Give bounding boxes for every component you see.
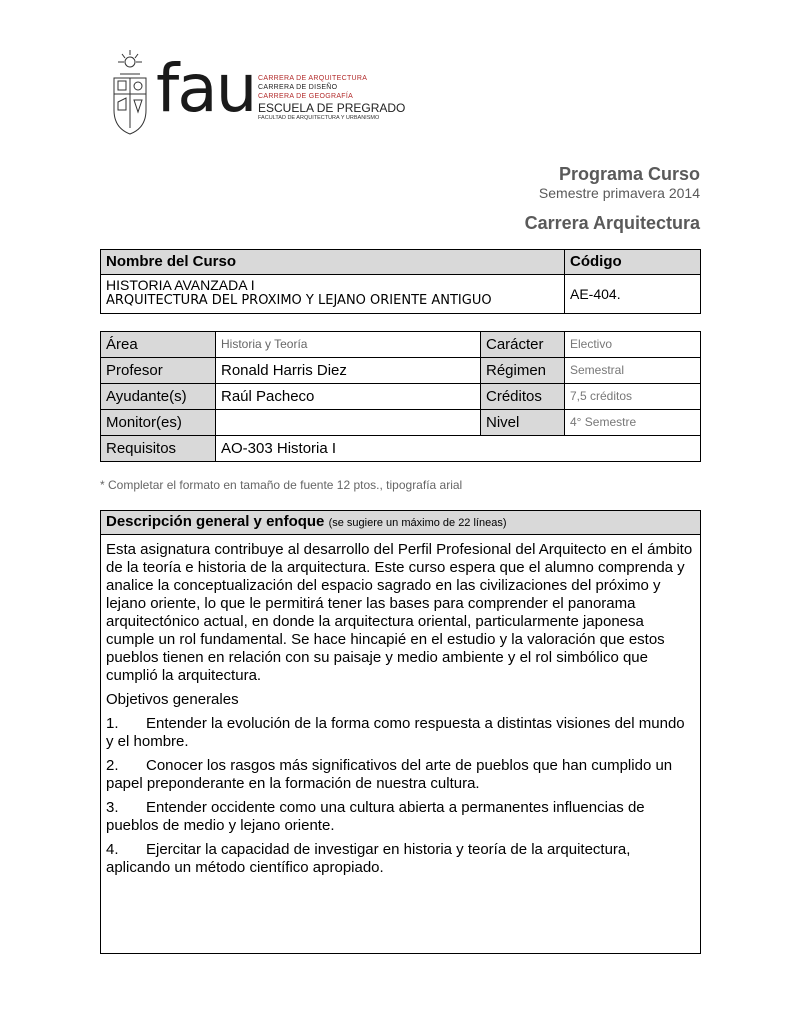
list-item	[106, 841, 695, 877]
description-body	[101, 535, 701, 954]
semester: Semestre primavera 2014	[538, 185, 700, 201]
professor-value: Ronald Harris Diez	[216, 358, 481, 384]
area-label: Área	[101, 332, 216, 358]
objective-number: 4.	[106, 841, 119, 858]
monitor-label: Monitor(es)	[101, 410, 216, 436]
career: Carrera Arquitectura	[524, 213, 700, 233]
brand-lines	[258, 74, 418, 122]
brand-line-2: CARRERA DE DISEÑO	[258, 84, 338, 91]
list-item	[106, 799, 695, 835]
requirements-value: AO-303 Historia I	[216, 436, 701, 462]
objective-text: Ejercitar la capacidad de investigar en historia y teoría de la arquitectura, aplicando un método científico apropiado.	[106, 841, 631, 876]
list-item	[106, 715, 695, 751]
description-table	[100, 510, 701, 954]
info-table	[100, 331, 701, 462]
description-title: Descripción general y enfoque	[106, 513, 325, 530]
character-label: Carácter	[481, 332, 565, 358]
description-paragraph: Esta asignatura contribuye al desarrollo del Perfil Profesional del Arquitecto en el ámbito de la teoría e historia de la arquitectura. Este curso espera que el alumno comprenda y analice la conceptualización del espacio sagrado en las civilizaciones del próximo y lejano oriente, lo que le permitirá tener las bases para comprender el panorama arquitectónico actual, en donde la arquitectura oriental, particularmente japonesa cumple un rol fundamental. Se hace hincapié en el estudio y la valoración que estos pueblos tienen en relación con su paisaje y medio ambiente y el rol simbólico que cumplió la arquitectura.	[106, 541, 693, 684]
description-hint: (se sugiere un máximo de 22 líneas)	[328, 517, 507, 529]
title-block	[525, 163, 700, 234]
course-name	[101, 275, 565, 314]
brand-faculty: FACULTAD DE ARQUITECTURA Y URBANISMO	[258, 115, 380, 121]
course-name-label: Nombre del Curso	[101, 250, 565, 275]
course-code: AE-404.	[565, 275, 701, 314]
description-header	[101, 511, 701, 535]
objective-number: 3.	[106, 799, 119, 816]
credits-label: Créditos	[481, 384, 565, 410]
regime-value: Semestral	[565, 358, 701, 384]
assistant-label: Ayudante(s)	[101, 384, 216, 410]
objective-text: Entender la evolución de la forma como respuesta a distintas visiones del mundo y el hombre.	[106, 715, 685, 750]
assistant-value: Raúl Pacheco	[216, 384, 481, 410]
brand-line-3: CARRERA DE GEOGRAFÍA	[258, 93, 354, 100]
course-name-line2: ARQUITECTURA DEL PROXIMO Y LEJANO ORIENTE ANTIGUO	[106, 293, 492, 308]
university-seal-icon	[108, 48, 152, 138]
objective-number: 2.	[106, 757, 119, 774]
credits-value: 7,5 créditos	[565, 384, 701, 410]
course-name-line1: HISTORIA AVANZADA I	[106, 277, 255, 293]
logo	[108, 48, 408, 138]
area-value: Historia y Teoría	[216, 332, 481, 358]
objectives-title: Objetivos generales	[106, 691, 239, 708]
brand-logo-text: fau	[156, 50, 256, 127]
list-item	[106, 757, 695, 793]
objective-text: Entender occidente como una cultura abierta a permanentes influencias de pueblos de medio y lejano oriente.	[106, 799, 645, 834]
level-label: Nivel	[481, 410, 565, 436]
course-code-label: Código	[565, 250, 701, 275]
brand-line-1: CARRERA DE ARQUITECTURA	[258, 75, 368, 82]
character-value: Electivo	[565, 332, 701, 358]
course-table	[100, 249, 701, 314]
professor-label: Profesor	[101, 358, 216, 384]
objective-text: Conocer los rasgos más significativos del arte de pueblos que han cumplido un papel preponderante en la formación de nuestra cultura.	[106, 757, 673, 792]
monitor-value	[216, 410, 481, 436]
regime-label: Régimen	[481, 358, 565, 384]
page-title: Programa Curso	[558, 164, 700, 184]
brand-school: ESCUELA DE PREGRADO	[258, 101, 406, 115]
format-note: * Completar el formato en tamaño de fuente 12 ptos., tipografía arial	[100, 478, 463, 492]
level-value: 4° Semestre	[565, 410, 701, 436]
requirements-label: Requisitos	[101, 436, 216, 462]
objective-number: 1.	[106, 715, 119, 732]
